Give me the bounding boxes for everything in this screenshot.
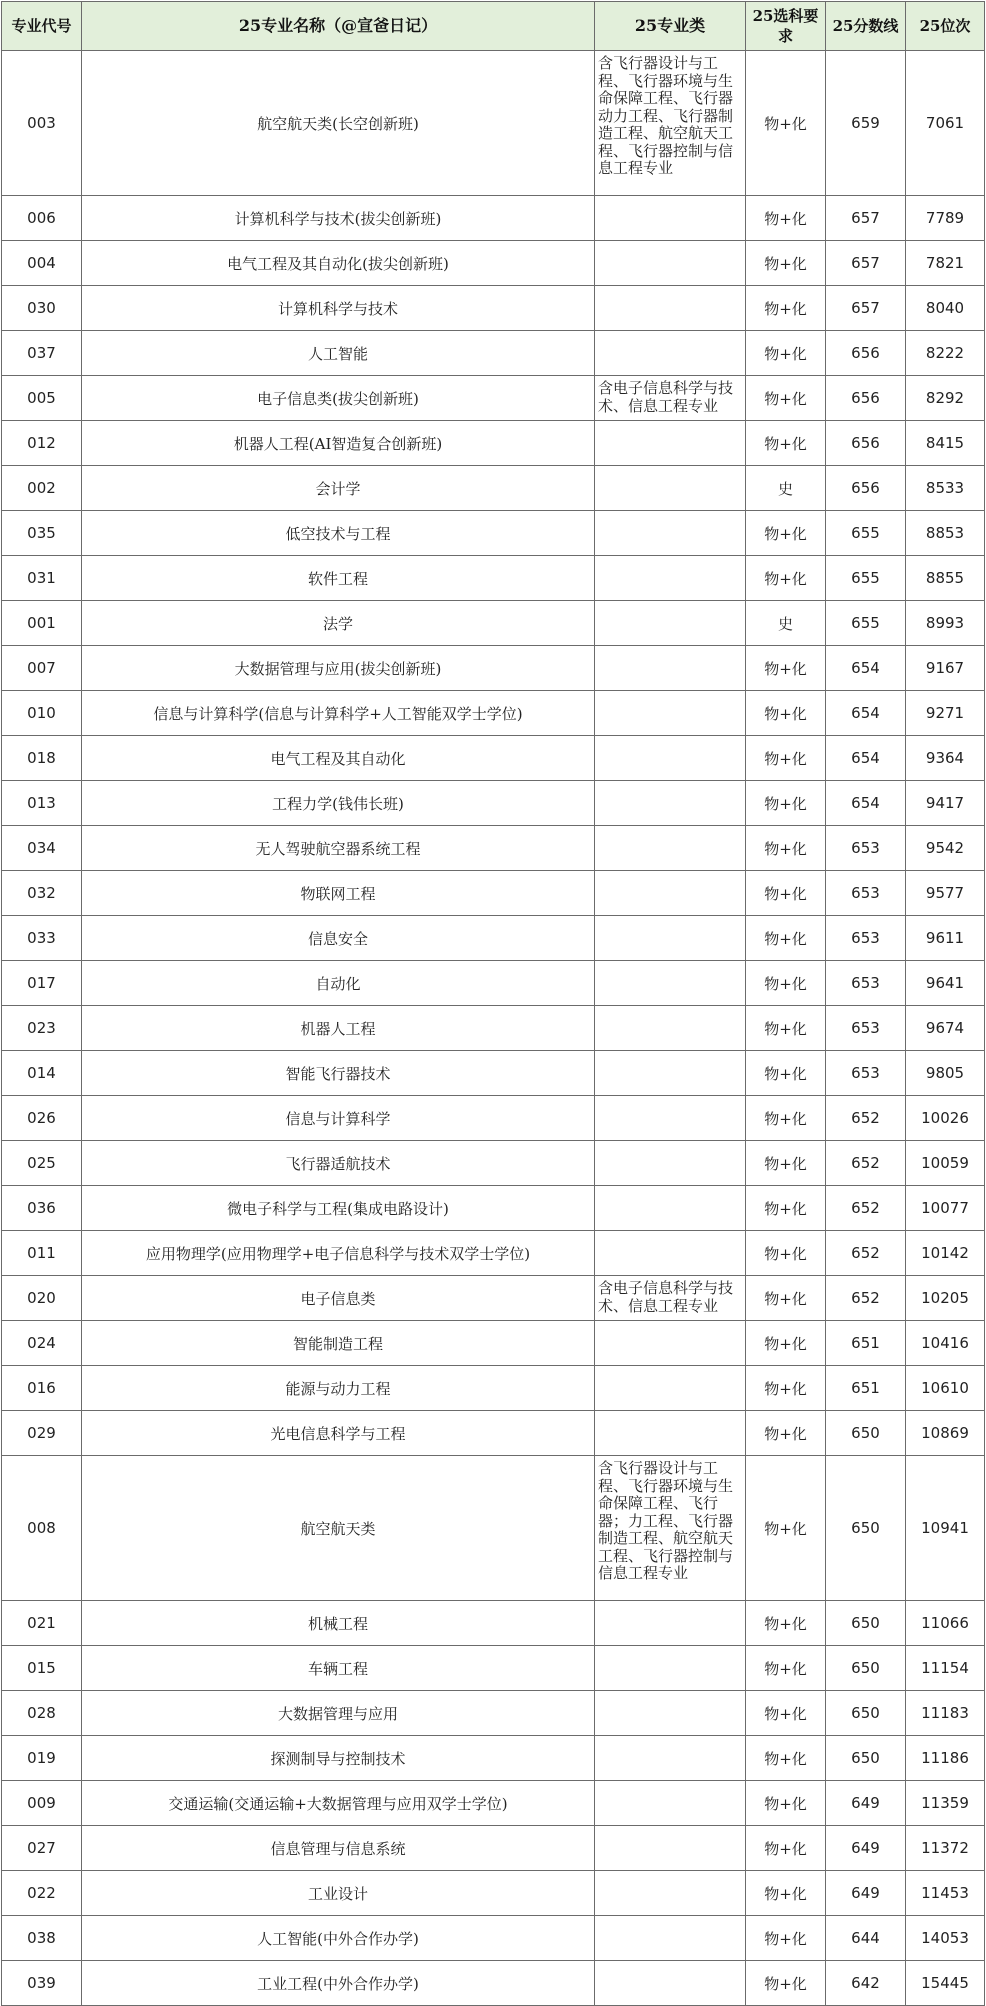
major-name-cell: 航空航天类 [82,1456,595,1601]
table-row [2,1601,985,1646]
table-row [2,1456,985,1601]
cutoff-score-cell: 653 [826,961,906,1006]
cutoff-score-cell: 650 [826,1691,906,1736]
major-category-cell [595,196,746,241]
subject-requirement-cell: 物+化 [746,1051,826,1096]
cutoff-score-cell: 659 [826,51,906,196]
rank-cell: 7061 [906,51,985,196]
major-category-cell [595,1186,746,1231]
major-category-cell [595,331,746,376]
table-row [2,1051,985,1096]
rank-cell: 9542 [906,826,985,871]
major-name-cell: 自动化 [82,961,595,1006]
rank-cell: 8853 [906,511,985,556]
cutoff-score-cell: 653 [826,1006,906,1051]
major-name-cell: 人工智能(中外合作办学) [82,1916,595,1961]
table-row [2,1961,985,2006]
major-name-cell: 大数据管理与应用(拔尖创新班) [82,646,595,691]
major-category-cell [595,466,746,511]
rank-cell: 9641 [906,961,985,1006]
major-name-cell: 电子信息类(拔尖创新班) [82,376,595,421]
major-code-cell: 033 [2,916,82,961]
major-name-cell: 计算机科学与技术 [82,286,595,331]
rank-cell: 9417 [906,781,985,826]
rank-cell: 11066 [906,1601,985,1646]
table-row [2,601,985,646]
major-name-cell: 光电信息科学与工程 [82,1411,595,1456]
cutoff-score-cell: 655 [826,511,906,556]
subject-requirement-cell: 物+化 [746,1321,826,1366]
subject-requirement-cell: 物+化 [746,376,826,421]
subject-requirement-cell: 物+化 [746,1736,826,1781]
subject-requirement-cell: 物+化 [746,1646,826,1691]
subject-requirement-cell: 物+化 [746,421,826,466]
major-category-cell [595,1961,746,2006]
major-category-cell [595,1916,746,1961]
cutoff-score-cell: 654 [826,736,906,781]
major-name-cell: 微电子科学与工程(集成电路设计) [82,1186,595,1231]
major-code-cell: 007 [2,646,82,691]
table-row [2,691,985,736]
table-row [2,1916,985,1961]
table-row [2,826,985,871]
subject-requirement-cell: 物+化 [746,691,826,736]
subject-requirement-cell: 物+化 [746,1276,826,1321]
major-code-cell: 018 [2,736,82,781]
major-name-cell: 智能制造工程 [82,1321,595,1366]
table-row [2,1276,985,1321]
major-name-cell: 应用物理学(应用物理学+电子信息科学与技术双学士学位) [82,1231,595,1276]
cutoff-score-cell: 651 [826,1366,906,1411]
subject-requirement-cell: 物+化 [746,1141,826,1186]
rank-cell: 10941 [906,1456,985,1601]
major-code-cell: 003 [2,51,82,196]
cutoff-score-cell: 656 [826,421,906,466]
rank-cell: 14053 [906,1916,985,1961]
cutoff-score-cell: 649 [826,1826,906,1871]
major-code-cell: 023 [2,1006,82,1051]
major-name-cell: 电气工程及其自动化 [82,736,595,781]
major-code-cell: 013 [2,781,82,826]
rank-cell: 8855 [906,556,985,601]
subject-requirement-cell: 物+化 [746,511,826,556]
major-category-cell [595,1646,746,1691]
subject-requirement-cell: 物+化 [746,1961,826,2006]
major-category-cell [595,1601,746,1646]
major-code-cell: 024 [2,1321,82,1366]
header-subject-requirement: 25选科要求 [746,2,826,51]
major-code-cell: 008 [2,1456,82,1601]
major-category-cell [595,1231,746,1276]
major-category-cell [595,1736,746,1781]
subject-requirement-cell: 物+化 [746,556,826,601]
major-category-cell: 含电子信息科学与技术、信息工程专业 [595,1276,746,1321]
rank-cell: 8415 [906,421,985,466]
major-code-cell: 017 [2,961,82,1006]
major-category-cell [595,1411,746,1456]
subject-requirement-cell: 物+化 [746,1231,826,1276]
table-row [2,1646,985,1691]
cutoff-score-cell: 650 [826,1646,906,1691]
cutoff-score-cell: 656 [826,466,906,511]
major-code-cell: 001 [2,601,82,646]
cutoff-score-cell: 655 [826,601,906,646]
rank-cell: 9364 [906,736,985,781]
subject-requirement-cell: 物+化 [746,1871,826,1916]
subject-requirement-cell: 物+化 [746,961,826,1006]
header-cutoff-score: 25分数线 [826,2,906,51]
table-row [2,241,985,286]
major-code-cell: 011 [2,1231,82,1276]
major-name-cell: 会计学 [82,466,595,511]
major-code-cell: 027 [2,1826,82,1871]
cutoff-score-cell: 655 [826,556,906,601]
cutoff-score-cell: 642 [826,1961,906,2006]
subject-requirement-cell: 物+化 [746,331,826,376]
table-row [2,1736,985,1781]
rank-cell: 10205 [906,1276,985,1321]
major-category-cell [595,691,746,736]
cutoff-score-cell: 650 [826,1736,906,1781]
rank-cell: 9577 [906,871,985,916]
major-name-cell: 计算机科学与技术(拔尖创新班) [82,196,595,241]
subject-requirement-cell: 物+化 [746,51,826,196]
major-name-cell: 车辆工程 [82,1646,595,1691]
subject-requirement-cell: 物+化 [746,736,826,781]
cutoff-score-cell: 654 [826,646,906,691]
table-row [2,1366,985,1411]
table-row [2,421,985,466]
major-name-cell: 工业设计 [82,1871,595,1916]
cutoff-score-cell: 657 [826,241,906,286]
header-major-category: 25专业类 [595,2,746,51]
header-major-name: 25专业名称（@宣爸日记） [82,2,595,51]
major-name-cell: 航空航天类(长空创新班) [82,51,595,196]
subject-requirement-cell: 物+化 [746,1456,826,1601]
rank-cell: 9167 [906,646,985,691]
major-code-cell: 009 [2,1781,82,1826]
major-category-cell: 含飞行器设计与工程、飞行器环境与生命保障工程、飞行器动力工程、飞行器制造工程、航空航天工程、飞行器控制与信息工程专业 [595,51,746,196]
major-category-cell [595,1141,746,1186]
subject-requirement-cell: 物+化 [746,196,826,241]
subject-requirement-cell: 史 [746,466,826,511]
major-name-cell: 信息安全 [82,916,595,961]
major-code-cell: 015 [2,1646,82,1691]
table-row [2,376,985,421]
major-category-cell [595,556,746,601]
table-row [2,511,985,556]
major-code-cell: 034 [2,826,82,871]
rank-cell: 10610 [906,1366,985,1411]
cutoff-score-cell: 649 [826,1871,906,1916]
major-category-cell [595,1826,746,1871]
subject-requirement-cell: 物+化 [746,916,826,961]
cutoff-score-cell: 653 [826,826,906,871]
major-category-cell [595,1321,746,1366]
rank-cell: 11453 [906,1871,985,1916]
major-name-cell: 交通运输(交通运输+大数据管理与应用双学士学位) [82,1781,595,1826]
cutoff-score-cell: 656 [826,376,906,421]
major-code-cell: 030 [2,286,82,331]
subject-requirement-cell: 物+化 [746,241,826,286]
major-category-cell [595,826,746,871]
major-code-cell: 006 [2,196,82,241]
cutoff-score-cell: 652 [826,1141,906,1186]
subject-requirement-cell: 物+化 [746,646,826,691]
major-code-cell: 021 [2,1601,82,1646]
major-name-cell: 工业工程(中外合作办学) [82,1961,595,2006]
rank-cell: 10059 [906,1141,985,1186]
table-row [2,556,985,601]
subject-requirement-cell: 物+化 [746,1096,826,1141]
cutoff-score-cell: 650 [826,1601,906,1646]
rank-cell: 9611 [906,916,985,961]
major-code-cell: 035 [2,511,82,556]
cutoff-score-cell: 652 [826,1186,906,1231]
subject-requirement-cell: 物+化 [746,1366,826,1411]
major-category-cell [595,736,746,781]
header-major-code: 专业代号 [2,2,82,51]
rank-cell: 10869 [906,1411,985,1456]
major-name-cell: 电子信息类 [82,1276,595,1321]
major-code-cell: 020 [2,1276,82,1321]
rank-cell: 9271 [906,691,985,736]
major-category-cell [595,781,746,826]
cutoff-score-cell: 653 [826,916,906,961]
major-category-cell [595,1051,746,1096]
table-row [2,781,985,826]
major-name-cell: 物联网工程 [82,871,595,916]
major-code-cell: 026 [2,1096,82,1141]
major-name-cell: 机器人工程(AI智造复合创新班) [82,421,595,466]
subject-requirement-cell: 物+化 [746,826,826,871]
major-code-cell: 012 [2,421,82,466]
rank-cell: 11154 [906,1646,985,1691]
rank-cell: 11372 [906,1826,985,1871]
major-name-cell: 能源与动力工程 [82,1366,595,1411]
major-code-cell: 039 [2,1961,82,2006]
cutoff-score-cell: 644 [826,1916,906,1961]
major-code-cell: 014 [2,1051,82,1096]
cutoff-score-cell: 650 [826,1411,906,1456]
rank-cell: 11359 [906,1781,985,1826]
table-row [2,466,985,511]
header-row [2,2,985,51]
subject-requirement-cell: 物+化 [746,286,826,331]
major-name-cell: 电气工程及其自动化(拔尖创新班) [82,241,595,286]
major-category-cell [595,601,746,646]
rank-cell: 9805 [906,1051,985,1096]
major-name-cell: 无人驾驶航空器系统工程 [82,826,595,871]
cutoff-score-cell: 652 [826,1276,906,1321]
rank-cell: 8292 [906,376,985,421]
table-body [2,51,985,2006]
major-code-cell: 029 [2,1411,82,1456]
major-name-cell: 法学 [82,601,595,646]
major-category-cell [595,241,746,286]
major-code-cell: 022 [2,1871,82,1916]
major-code-cell: 004 [2,241,82,286]
table-row [2,51,985,196]
major-category-cell [595,871,746,916]
rank-cell: 8040 [906,286,985,331]
rank-cell: 11186 [906,1736,985,1781]
rank-cell: 11183 [906,1691,985,1736]
major-name-cell: 信息与计算科学 [82,1096,595,1141]
major-category-cell [595,1871,746,1916]
major-code-cell: 036 [2,1186,82,1231]
subject-requirement-cell: 物+化 [746,1691,826,1736]
cutoff-score-cell: 653 [826,871,906,916]
cutoff-score-cell: 656 [826,331,906,376]
major-category-cell [595,961,746,1006]
major-category-cell [595,1366,746,1411]
table-row [2,1231,985,1276]
subject-requirement-cell: 物+化 [746,1186,826,1231]
major-code-cell: 005 [2,376,82,421]
major-name-cell: 机器人工程 [82,1006,595,1051]
major-code-cell: 016 [2,1366,82,1411]
major-category-cell [595,1096,746,1141]
major-category-cell [595,286,746,331]
major-name-cell: 大数据管理与应用 [82,1691,595,1736]
table-row [2,736,985,781]
subject-requirement-cell: 物+化 [746,871,826,916]
major-name-cell: 智能飞行器技术 [82,1051,595,1096]
rank-cell: 8222 [906,331,985,376]
subject-requirement-cell: 物+化 [746,1411,826,1456]
table-row [2,1186,985,1231]
rank-cell: 9674 [906,1006,985,1051]
major-category-cell [595,1691,746,1736]
cutoff-score-cell: 654 [826,781,906,826]
rank-cell: 10416 [906,1321,985,1366]
major-name-cell: 机械工程 [82,1601,595,1646]
rank-cell: 10142 [906,1231,985,1276]
major-category-cell [595,1006,746,1051]
major-category-cell: 含飞行器设计与工程、飞行器环境与生命保障工程、飞行器；力工程、飞行器制造工程、航空航天工程、飞行器控制与信息工程专业 [595,1456,746,1601]
table-row [2,1691,985,1736]
major-category-cell [595,1781,746,1826]
rank-cell: 10026 [906,1096,985,1141]
cutoff-score-cell: 654 [826,691,906,736]
major-name-cell: 信息管理与信息系统 [82,1826,595,1871]
rank-cell: 8533 [906,466,985,511]
table-row [2,286,985,331]
table-row [2,1096,985,1141]
table-header [2,2,985,51]
major-code-cell: 019 [2,1736,82,1781]
major-code-cell: 028 [2,1691,82,1736]
major-category-cell [595,511,746,556]
major-name-cell: 软件工程 [82,556,595,601]
table-row [2,646,985,691]
subject-requirement-cell: 物+化 [746,1601,826,1646]
rank-cell: 7789 [906,196,985,241]
subject-requirement-cell: 物+化 [746,781,826,826]
table-row [2,1411,985,1456]
table-row [2,1781,985,1826]
table-row [2,1321,985,1366]
cutoff-score-cell: 657 [826,196,906,241]
major-name-cell: 信息与计算科学(信息与计算科学+人工智能双学士学位) [82,691,595,736]
table-row [2,961,985,1006]
major-code-cell: 025 [2,1141,82,1186]
cutoff-score-cell: 650 [826,1456,906,1601]
major-category-cell: 含电子信息科学与技术、信息工程专业 [595,376,746,421]
major-name-cell: 探测制导与控制技术 [82,1736,595,1781]
cutoff-score-cell: 653 [826,1051,906,1096]
major-code-cell: 038 [2,1916,82,1961]
subject-requirement-cell: 物+化 [746,1826,826,1871]
cutoff-score-cell: 651 [826,1321,906,1366]
rank-cell: 7821 [906,241,985,286]
major-category-cell [595,421,746,466]
cutoff-score-cell: 649 [826,1781,906,1826]
major-category-cell [595,646,746,691]
table-row [2,196,985,241]
major-score-table [1,1,985,2006]
major-name-cell: 人工智能 [82,331,595,376]
major-name-cell: 工程力学(钱伟长班) [82,781,595,826]
table-row [2,916,985,961]
subject-requirement-cell: 物+化 [746,1781,826,1826]
rank-cell: 10077 [906,1186,985,1231]
major-code-cell: 032 [2,871,82,916]
rank-cell: 8993 [906,601,985,646]
table-row [2,1826,985,1871]
cutoff-score-cell: 657 [826,286,906,331]
major-code-cell: 002 [2,466,82,511]
header-rank: 25位次 [906,2,985,51]
table-row [2,331,985,376]
table-row [2,1006,985,1051]
major-name-cell: 飞行器适航技术 [82,1141,595,1186]
rank-cell: 15445 [906,1961,985,2006]
cutoff-score-cell: 652 [826,1096,906,1141]
major-code-cell: 031 [2,556,82,601]
major-name-cell: 低空技术与工程 [82,511,595,556]
cutoff-score-cell: 652 [826,1231,906,1276]
table-row [2,1871,985,1916]
major-code-cell: 010 [2,691,82,736]
subject-requirement-cell: 物+化 [746,1916,826,1961]
major-category-cell [595,916,746,961]
table-row [2,871,985,916]
table-row [2,1141,985,1186]
subject-requirement-cell: 史 [746,601,826,646]
subject-requirement-cell: 物+化 [746,1006,826,1051]
major-code-cell: 037 [2,331,82,376]
